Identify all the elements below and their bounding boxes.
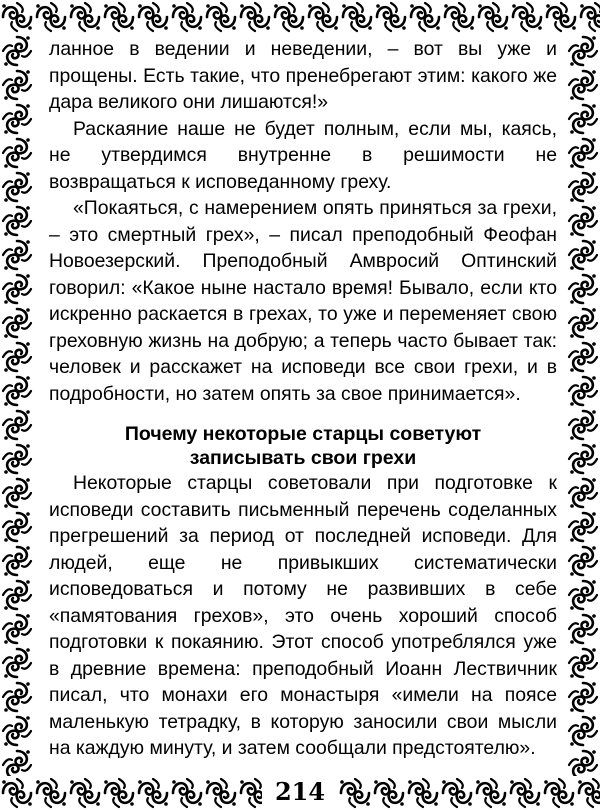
paragraph: Некоторые старцы советовали при подготовке к исповеди составить письменный перечень соделанных прегрешений за период от последней исповеди. Для людей, еще не привыкших систематически исповедоваться и потому не развивших в себе «памятования грехов», это очень хороший способ подготовки к покаянию. Этот способ употреблялся уже в древние времена: преподобный Иоанн Лествичник писал, что монахи его монастыря «имели на поясе маленькую тетрадку, в которую заносили свои мысли на каждую минуту, и затем сообщали предстоятелю».: [49, 472, 557, 759]
paragraph-continued: ланное в ведении и неведении, – вот вы уже и прощены. Есть такие, что пренебрегают этим: какого же дара великого они лишаются!»: [49, 38, 557, 113]
paragraph: Раскаяние наше не будет полным, если мы, каясь, не утвердимся внутренне в решимости не возвращаться к исповеданному греху.: [49, 117, 557, 193]
section-heading-line-2: записывать свои грехи: [189, 447, 417, 469]
paragraph: «Покаяться, с намерением опять приняться за грехи, – это смертный грех», – писал преподобный Феофан Новоезерский. Преподобный Амвросий Оптинский говорил: «Какое ныне настало время! Бывало, если кто искренно раскается в грехах, то уже и переменяет свою греховную жизнь на добрую; а теперь часто бывает так: человек и расскажет на исповеди все свои грехи, и в подробности, но затем опять за свое принимается».: [49, 197, 557, 405]
page-number: 214: [274, 777, 326, 806]
ornament-bottom-right-border: [338, 776, 600, 810]
page-body: [49, 36, 557, 762]
section-heading-line-1: Почему некоторые старцы советуют: [124, 423, 482, 445]
ornament-left-border: [0, 34, 34, 776]
ornament-right-border: [566, 34, 600, 776]
section-heading: [49, 422, 557, 470]
ornament-bottom-left-border: [0, 776, 262, 810]
ornament-top-border: [0, 0, 600, 34]
